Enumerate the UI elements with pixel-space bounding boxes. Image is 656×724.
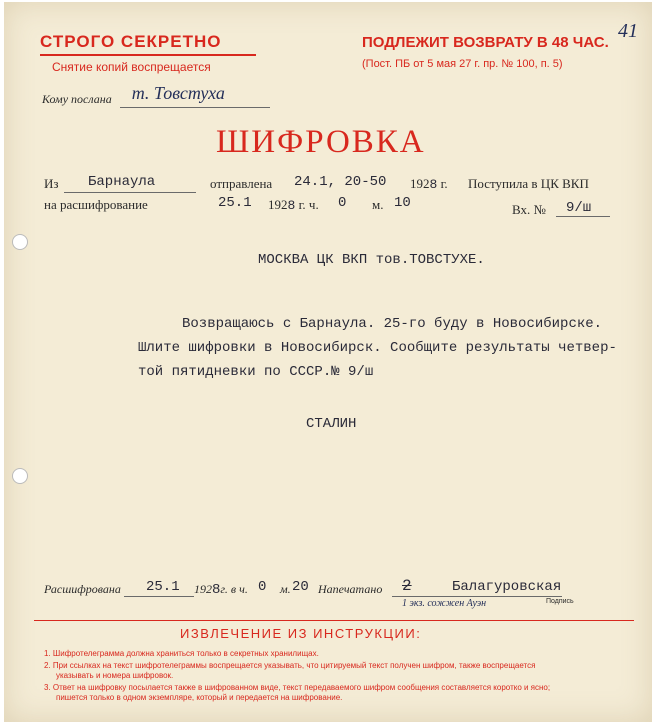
return-notice: ПОДЛЕЖИТ ВОЗВРАТУ В 48 ЧАС. — [362, 34, 609, 51]
message-signature: СТАЛИН — [306, 416, 357, 432]
decrypted-date: 25.1 — [146, 579, 180, 595]
sent-year-value: 8 — [429, 177, 438, 192]
punch-hole-top — [12, 234, 28, 250]
printed-line — [392, 596, 562, 597]
handwritten-note: 1 экз. сожжен Ауэн — [402, 598, 487, 609]
decrypt-date: 25.1 — [218, 195, 252, 211]
incoming-value: 9/ш — [566, 200, 592, 216]
addressee-label: Кому послана — [42, 92, 112, 106]
return-reference: (Пост. ПБ от 5 мая 27 г. пр. № 100, п. 5) — [362, 58, 563, 70]
decrypt-year-prefix: 192 — [268, 197, 288, 212]
document-title: ШИФРОВКА — [216, 124, 426, 160]
footer-min-label: м. — [280, 582, 291, 596]
sent-year-suffix: г. — [440, 176, 448, 191]
decrypt-min: 10 — [394, 195, 411, 211]
decrypt-min-label: м. — [372, 197, 384, 212]
incoming-label: Вх. № — [512, 202, 546, 217]
footer-year — [194, 582, 248, 598]
instruction-item-1: 1. Шифротелеграмма должна храниться только в секретных хранилищах. — [44, 649, 319, 658]
footer-year-prefix: 192 — [194, 582, 212, 596]
incoming-line — [556, 216, 610, 217]
instruction-item-3: 3. Ответ на шифровку посылается также в шифрованном виде, текст передаваемого шифром сообщения составляется коротко и ясно; — [44, 683, 551, 692]
footer-min: 20 — [292, 579, 309, 595]
decrypt-year — [268, 197, 319, 213]
instruction-item-2-cont: указывать и номера шифровок. — [56, 671, 174, 680]
page-number: 41 — [618, 20, 638, 42]
decrypt-year-value: 8 — [287, 198, 296, 213]
printed-copies: 2 — [402, 577, 412, 595]
secret-stamp: СТРОГО СЕКРЕТНО — [40, 32, 222, 51]
instructions-divider — [34, 620, 634, 621]
from-line — [64, 192, 196, 193]
message-line-1: Возвращаюсь с Барнаула. 25-го буду в Новосибирске. — [182, 316, 603, 332]
instruction-item-2: 2. При ссылках на текст шифротелеграммы воспрещается указывать, что цитируемый текст получен шифром, также воспрещается — [44, 661, 536, 670]
message-line-3: той пятидневки по СССР.№ 9/ш — [138, 364, 374, 380]
instruction-item-3-cont: пишется только в одном экземпляре, который и передается на шифрование. — [56, 693, 343, 702]
decrypt-label: на расшифрование — [44, 197, 148, 212]
message-address: МОСКВА ЦК ВКП тов.ТОВСТУХЕ. — [258, 252, 485, 268]
decrypted-label: Расшифрована — [44, 582, 121, 596]
addressee-value: т. Товстуха — [131, 83, 225, 103]
document-sheet — [4, 2, 652, 722]
footer-year-value: 8 — [212, 582, 221, 598]
decrypt-hour: 0 — [338, 195, 347, 211]
signature-label: Подпись — [546, 598, 574, 605]
sent-value: 24.1, 20-50 — [294, 174, 387, 190]
from-value: Барнаула — [88, 174, 156, 190]
from-label: Из — [44, 176, 59, 191]
punch-hole-bottom — [12, 468, 28, 484]
decrypt-hour-label: г. ч. — [298, 197, 319, 212]
addressee-row — [42, 83, 270, 108]
received-label: Поступила в ЦК ВКП — [468, 176, 589, 191]
footer-hour: 0 — [258, 579, 267, 595]
printed-by: Балагуровская — [452, 579, 562, 595]
printed-label: Напечатано — [318, 582, 383, 596]
addressee-line — [120, 83, 270, 108]
secret-underline — [40, 54, 256, 56]
decrypted-line — [124, 596, 194, 597]
sent-label: отправлена — [210, 176, 273, 191]
footer-year-suffix: г. в ч. — [220, 582, 248, 596]
sent-year-prefix: 192 — [410, 176, 430, 191]
sent-year — [410, 176, 448, 192]
no-copies-notice: Снятие копий воспрещается — [52, 60, 211, 74]
message-line-2: Шлите шифровки в Новосибирск. Сообщите результаты четвер- — [138, 340, 617, 356]
instructions-title: ИЗВЛЕЧЕНИЕ ИЗ ИНСТРУКЦИИ: — [180, 626, 422, 641]
